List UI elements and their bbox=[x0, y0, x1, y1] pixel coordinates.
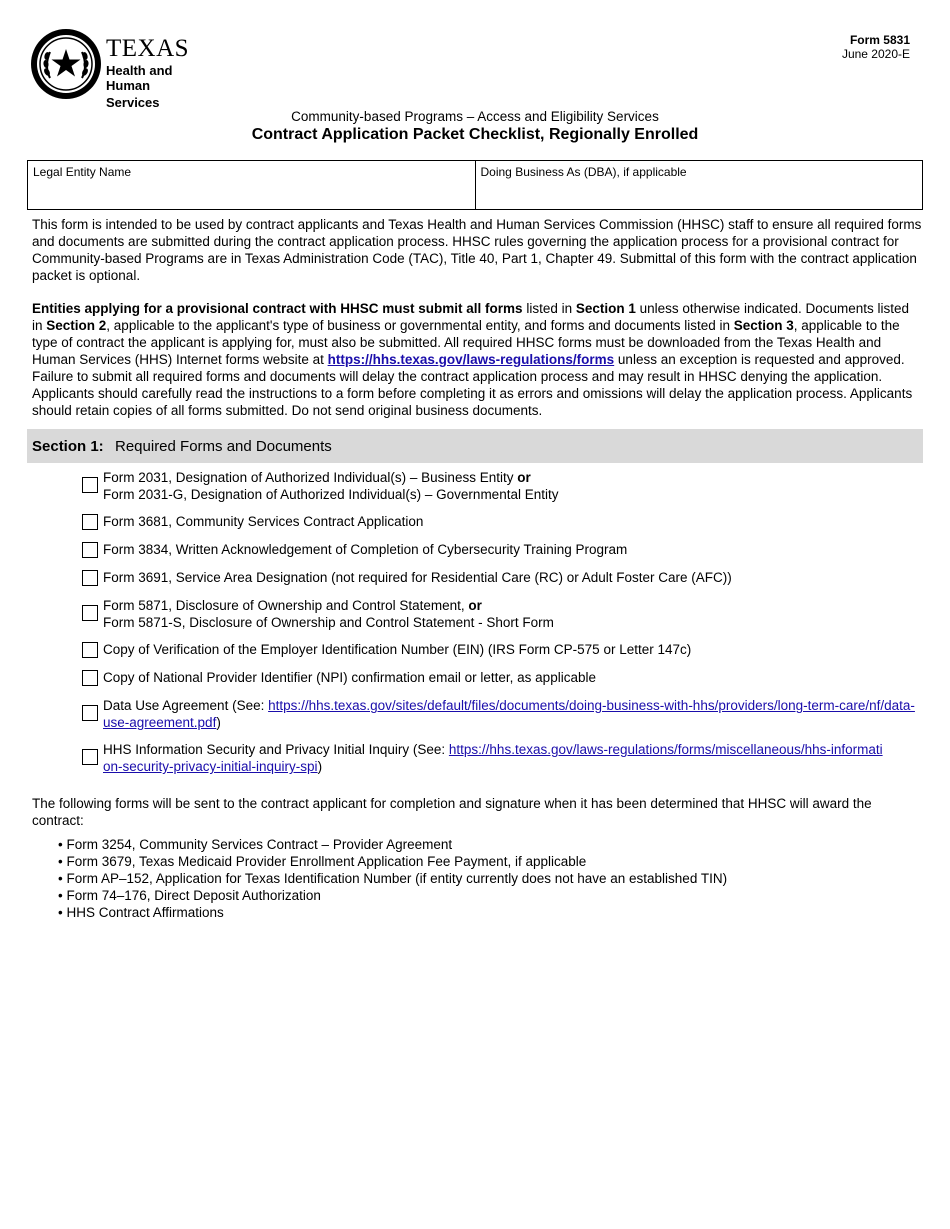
checkbox[interactable] bbox=[82, 514, 98, 530]
item-or: or bbox=[517, 470, 531, 485]
list-item: • Form 3254, Community Services Contract – Provider Agreement bbox=[58, 837, 453, 852]
dba-label: Doing Business As (DBA), if applicable bbox=[480, 165, 687, 179]
section-1-title: Required Forms and Documents bbox=[115, 438, 332, 455]
list-item: • Form 74–176, Direct Deposit Authorization bbox=[58, 888, 321, 903]
checklist-item-form-2031 bbox=[82, 469, 922, 503]
checkbox[interactable] bbox=[82, 749, 98, 765]
checkbox[interactable] bbox=[82, 542, 98, 558]
form-number: Form 5831 bbox=[849, 33, 910, 47]
intro-paragraph: This form is intended to be used by contract applicants and Texas Health and Human Services Commission (HHSC) staff to ensure all required forms and documents are submitted during the contract application process. HHSC rules governing the application process for a provisional contract for Community-based Programs are in Texas Administration Code (TAC), Title 40, Part 1, Chapter 49. Submittal of this form with the contract application packet is optional. bbox=[32, 217, 922, 283]
checklist-item-security-privacy bbox=[82, 741, 922, 775]
checkbox[interactable] bbox=[82, 642, 98, 658]
list-item: • Form 3679, Texas Medicaid Provider Enrollment Application Fee Payment, if applicable bbox=[58, 854, 587, 869]
list-item: • Form AP–152, Application for Texas Identification Number (if entity currently does not have an established TIN) bbox=[58, 871, 728, 886]
item-line2: Form 2031-G, Designation of Authorized Individual(s) – Governmental Entity bbox=[103, 487, 559, 502]
form-number-block bbox=[842, 33, 910, 61]
logo-texas-text: TEXAS bbox=[106, 35, 190, 62]
checklist-item-npi bbox=[82, 669, 922, 686]
legal-entity-name-label: Legal Entity Name bbox=[33, 165, 132, 179]
dba-field[interactable] bbox=[475, 161, 923, 209]
checklist-item-form-5871 bbox=[82, 597, 922, 631]
item-text: Form 3691, Service Area Designation (not required for Residential Care (RC) or Adult Foster Care (AFC)) bbox=[103, 570, 732, 585]
page-title: Contract Application Packet Checklist, Regionally Enrolled bbox=[251, 126, 699, 143]
item-line1: Form 5871, Disclosure of Ownership and Control Statement, bbox=[103, 598, 469, 613]
item-line2: Form 5871-S, Disclosure of Ownership and Control Statement - Short Form bbox=[103, 615, 554, 630]
checkbox[interactable] bbox=[82, 705, 98, 721]
item-suffix: ) bbox=[216, 715, 221, 730]
section-1-header bbox=[27, 429, 923, 463]
logo-hhs-line1: Health and Human bbox=[106, 63, 173, 93]
list-item: • HHS Contract Affirmations bbox=[58, 905, 224, 920]
section-1-number: Section 1: bbox=[32, 438, 104, 455]
legal-entity-name-field[interactable] bbox=[28, 161, 475, 209]
checkbox[interactable] bbox=[82, 477, 98, 493]
checkbox[interactable] bbox=[82, 605, 98, 621]
followup-paragraph: The following forms will be sent to the contract applicant for completion and signature when it has been determined that HHSC will award the contract: bbox=[32, 796, 872, 828]
item-suffix: ) bbox=[317, 759, 323, 774]
p2-bold-3: Section 2 bbox=[46, 318, 107, 333]
item-prefix: Data Use Agreement (See: bbox=[103, 698, 269, 713]
form-date: June 2020-E bbox=[841, 47, 910, 61]
item-prefix: HHS Information Security and Privacy Initial Inquiry (See: bbox=[103, 742, 449, 757]
forms-website-link[interactable]: https://hhs.texas.gov/laws-regulations/forms bbox=[327, 352, 615, 367]
p2-text-5: unless an exception is requested and approved. Failure to submit all required forms and documents will delay the contract application process and may result in HHSC denying the application. Applicants should carefully read the instructions to a form before completing it as errors and omissions will delay the application process. Applicants should retain copies of all forms submitted. Do not send original business documents. bbox=[32, 352, 913, 418]
p2-bold-1: Entities applying for a provisional contract with HHSC must submit all forms bbox=[32, 301, 523, 316]
checklist-item-data-use-agreement bbox=[82, 697, 922, 731]
followup-bullet-list bbox=[58, 836, 727, 921]
data-use-agreement-link[interactable]: https://hhs.texas.gov/sites/default/files/documents/doing-business-with-hhs/providers/long-term-care/nf/data-use-agreement.pdf bbox=[103, 698, 915, 730]
item-text: Copy of Verification of the Employer Identification Number (EIN) (IRS Form CP-575 or Letter 147c) bbox=[103, 642, 692, 657]
page-subtitle: Community-based Programs – Access and Eligibility Services bbox=[291, 109, 659, 124]
item-text: Form 3681, Community Services Contract Application bbox=[103, 514, 424, 529]
hhs-logo bbox=[30, 28, 220, 110]
p2-text-1: listed in bbox=[522, 301, 576, 316]
spi-link[interactable]: https://hhs.texas.gov/laws-regulations/forms/miscellaneous/hhs-information-security-privacy-initial-inquiry-spi bbox=[103, 742, 883, 774]
logo-hhs-line2: Services bbox=[106, 95, 160, 110]
requirements-paragraph bbox=[32, 300, 922, 419]
p2-text-3: , applicable to the applicant's type of business or governmental entity, and forms and documents listed in bbox=[106, 318, 734, 333]
p2-bold-2: Section 1 bbox=[575, 301, 636, 316]
p2-text-4: , applicable to the type of contract the applicant is applying for, must also be submitted. All required HHSC forms must be downloaded from the Texas Health and Human Services (HHS) Internet forms website at bbox=[32, 318, 900, 367]
checklist-item-ein bbox=[82, 641, 922, 658]
checkbox[interactable] bbox=[82, 570, 98, 586]
p2-bold-4: Section 3 bbox=[733, 318, 794, 333]
item-or: or bbox=[468, 598, 482, 613]
checklist-item-form-3691 bbox=[82, 569, 922, 586]
item-line1: Form 2031, Designation of Authorized Individual(s) – Business Entity bbox=[103, 470, 518, 485]
checkbox[interactable] bbox=[82, 670, 98, 686]
item-text: Copy of National Provider Identifier (NPI) confirmation email or letter, as applicable bbox=[103, 670, 596, 685]
checklist-item-form-3681 bbox=[82, 513, 922, 530]
p2-text-2: unless otherwise indicated. Documents listed in bbox=[32, 301, 910, 333]
texas-seal-icon bbox=[30, 28, 102, 100]
entity-info-table bbox=[27, 160, 923, 210]
checklist-item-form-3834 bbox=[82, 541, 922, 558]
item-text: Form 3834, Written Acknowledgement of Completion of Cybersecurity Training Program bbox=[103, 542, 628, 557]
